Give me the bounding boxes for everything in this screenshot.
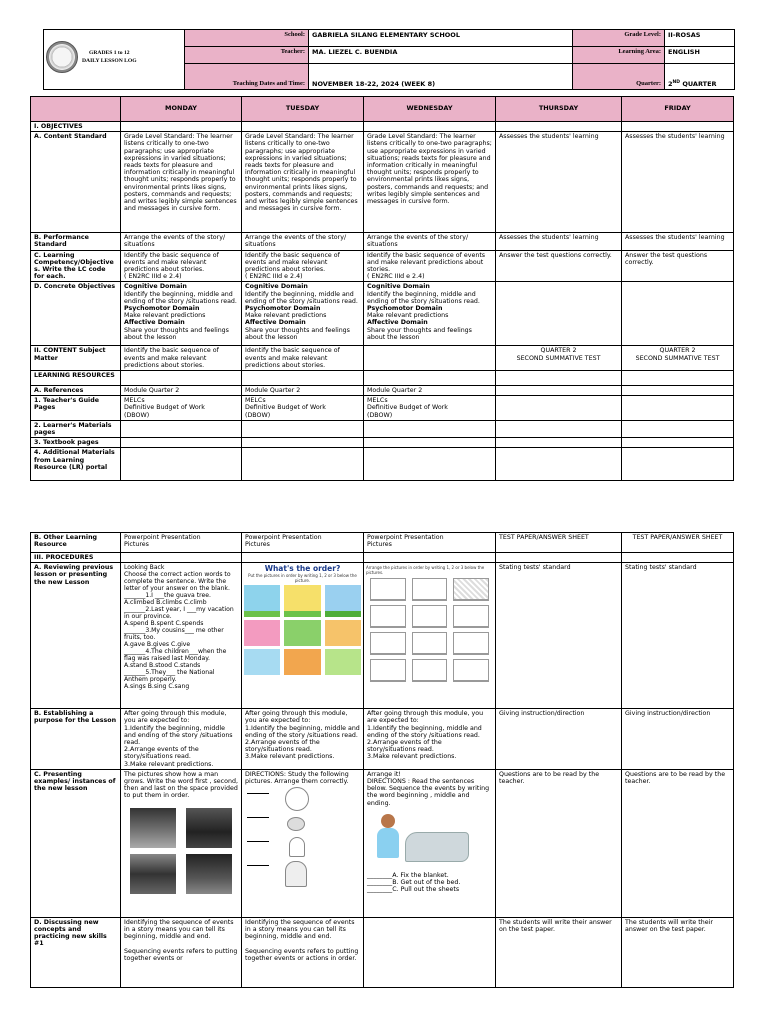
performance-standard-friday: Assesses the students' learning — [622, 233, 734, 250]
daily-lesson-log-label: DAILY LESSON LOG — [82, 58, 137, 64]
answer-blank — [247, 817, 269, 818]
purpose-monday: After going through this module, you are expected to: 1.Identify the beginning, middle and ending of the story /situations read. 2.Arrange events of the story/situations read. 3.Make relevant predictions. — [121, 709, 242, 770]
school-label: School: — [185, 30, 309, 47]
school-value: GABRIELA SILANG ELEMENTARY SCHOOL — [309, 30, 573, 47]
references-monday: Module Quarter 2 — [121, 386, 242, 396]
other-resources-tuesday: Powerpoint Presentation Pictures — [242, 533, 364, 553]
reviewing-thursday: Stating tests' standard — [496, 563, 622, 709]
picture-planting-2 — [284, 585, 320, 617]
content-standard-tuesday: Grade Level Standard: The learner listens critically to one-two paragraphs; use appropriate expressions in varied situations; reads texts for pleasure and information critically in meaningful thought units; responds properly to environmental prints likes signs, posters, commands and requests; and writes legibly simple sentences and messages in cursive form. — [242, 132, 364, 233]
day-wednesday: WEDNESDAY — [364, 97, 496, 122]
answer-blank — [247, 865, 269, 866]
picture-eating-1 — [244, 620, 280, 646]
sequence-picture-grid — [244, 585, 361, 675]
whats-the-order-instructions: Put the pictures in order by writing 1, 2 or 3 below the picture. — [248, 573, 357, 584]
presenting-thursday: Questions are to be read by the teacher. — [496, 769, 622, 917]
presenting-tuesday-text: DIRECTIONS: Study the following pictures. Arrange them correctly. — [245, 770, 349, 786]
learning-resources-label: LEARNING RESOURCES — [31, 371, 121, 386]
girl-dress — [377, 828, 399, 858]
content-label: II. CONTENT Subject Matter — [31, 346, 121, 371]
teachers-guide-wednesday: MELCs Definitive Budget of Work (DBOW) — [364, 396, 496, 421]
teaching-dates-value: NOVEMBER 18-22, 2024 (WEEK 8) — [309, 64, 573, 90]
learning-area-label: Learning Area: — [573, 47, 665, 64]
worksheet-picture — [453, 659, 489, 682]
references-label: A. References — [31, 386, 121, 396]
photo-old-man — [186, 854, 232, 894]
presenting-tuesday — [242, 769, 364, 917]
references-wednesday: Module Quarter 2 — [364, 386, 496, 396]
performance-standard-thursday: Assesses the students' learning — [496, 233, 622, 250]
reviewing-wednesday — [364, 563, 496, 709]
photo-teen — [186, 808, 232, 848]
picture-kids-3 — [325, 649, 361, 675]
plant-tree-picture — [285, 861, 307, 887]
sentence-a: ________A. Fix the blanket. — [367, 871, 449, 879]
concrete-objectives-label: D. Concrete Objectives — [31, 282, 121, 346]
worksheet-instructions: Arrange the pictures in order by writing 1, 2 or 3 below the pictures. — [366, 565, 485, 576]
concrete-objectives-tuesday: Cognitive Domain Identify the beginning, middle and ending of the story /situations read. Psychomotor Domain Make relevant predictions Affective Domain Share your thoughts and feelings about the lesson — [242, 282, 364, 346]
discussing-monday: Identifying the sequence of events in a story means you can tell its beginning, middle and end. Sequencing events refers to putting together events or — [121, 917, 242, 987]
competency-friday: Answer the test questions correctly. — [622, 250, 734, 282]
teachers-guide-monday: MELCs Definitive Budget of Work (DBOW) — [121, 396, 242, 421]
teachers-guide-tuesday: MELCs Definitive Budget of Work (DBOW) — [242, 396, 364, 421]
presenting-monday-text: The pictures show how a man grows. Write the word first , second, then and last on the space provided to put them in order. — [124, 770, 238, 800]
photo-child — [130, 808, 176, 848]
worksheet-picture — [370, 632, 406, 655]
day-thursday: THURSDAY — [496, 97, 622, 122]
content-thursday: QUARTER 2 SECOND SUMMATIVE TEST — [496, 346, 622, 371]
worksheet-picture — [412, 605, 448, 628]
quarter-value: 2ND QUARTER — [665, 64, 735, 90]
reviewing-label: A. Reviewing previous lesson or presenting the new Lesson — [31, 563, 121, 709]
other-resources-label: B. Other Learning Resource — [31, 533, 121, 553]
quarter-label: Quarter: — [573, 64, 665, 90]
deped-seal-icon — [46, 41, 78, 73]
performance-standard-tuesday: Arrange the events of the story/ situations — [242, 233, 364, 250]
plant-flower-picture — [285, 787, 309, 811]
discussing-thursday: The students will write their answer on the test paper. — [496, 917, 622, 987]
presenting-wednesday-text: Arrange it! DIRECTIONS : Read the sentences below. Sequence the events by writing the word beginning , middle and ending. — [367, 770, 490, 807]
worksheet-picture — [453, 605, 489, 628]
picture-planting-1 — [244, 585, 280, 617]
sentence-b: ________B. Get out of the bed. — [367, 879, 461, 887]
picture-kids-2 — [284, 649, 320, 675]
competency-wednesday: Identify the basic sequence of events and make relevant predictions about stories. ( EN2RC IIId e 2.4) — [364, 250, 496, 282]
presenting-label: C. Presenting examples/ instances of the new lesson — [31, 769, 121, 917]
content-standard-monday: Grade Level Standard: The learner listens critically to one-two paragraphs; use appropriate expressions in varied situations; reads texts for pleasure and information critically in meaningful thought units; responds properly to environmental prints likes signs, posters, commands and requests; and writes legibly simple sentences and messages in cursive form. — [121, 132, 242, 233]
picture-eating-2 — [284, 620, 320, 646]
additional-materials-label: 4. Additional Materials from Learning Resource (LR) portal — [31, 448, 121, 481]
grade-level-value: II-ROSAS — [665, 30, 735, 47]
discussing-label: D. Discussing new concepts and practicing new skills #1 — [31, 917, 121, 987]
content-standard-wednesday: Grade Level Standard: The learner listens critically to one-two paragraphs; use appropriate expressions in varied situations; reads texts for pleasure and information critically in meaningful thought units; responds properly to environmental prints likes signs, posters, commands and requests; and writes legibly simple sentences and messages in cursive form. — [364, 132, 496, 233]
teacher-value: MA. LIEZEL C. BUENDIA — [309, 47, 573, 64]
other-resources-thursday: TEST PAPER/ANSWER SHEET — [496, 533, 622, 553]
girl-making-bed-picture — [367, 810, 492, 870]
presenting-wednesday — [364, 769, 496, 917]
worksheet-picture — [370, 578, 406, 601]
picture-kids-1 — [244, 649, 280, 675]
lesson-table-page1 — [30, 96, 734, 481]
procedures-heading: III. PROCEDURES — [31, 553, 121, 563]
bed-blanket — [405, 832, 469, 862]
other-resources-friday: TEST PAPER/ANSWER SHEET — [622, 533, 734, 553]
grade-level-label: Grade Level: — [573, 30, 665, 47]
other-resources-wednesday: Powerpoint Presentation Pictures — [364, 533, 496, 553]
day-monday: MONDAY — [121, 97, 242, 122]
sentence-c: ________C. Pull out the sheets — [367, 886, 460, 894]
objectives-heading: I. OBJECTIVES — [31, 122, 121, 132]
worksheet-picture — [412, 632, 448, 655]
teacher-label: Teacher: — [185, 47, 309, 64]
references-tuesday: Module Quarter 2 — [242, 386, 364, 396]
learners-materials-label: 2. Learner's Materials pages — [31, 420, 121, 437]
purpose-tuesday: After going through this module, you are expected to: 1.Identify the beginning, middle and ending of the story /situations read. 2.Arrange events of the story/situations read. 3.Make relevant predictions. — [242, 709, 364, 770]
whats-the-order-title: What's the order? — [264, 564, 341, 574]
day-tuesday: TUESDAY — [242, 97, 364, 122]
reviewing-tuesday — [242, 563, 364, 709]
logo-cell — [44, 30, 185, 90]
content-monday: Identify the basic sequence of events and make relevant predictions about stories. — [121, 346, 242, 371]
performance-standard-label: B. Performance Standard — [31, 233, 121, 250]
performance-standard-monday: Arrange the events of the story/ situations — [121, 233, 242, 250]
competency-thursday: Answer the test questions correctly. — [496, 250, 622, 282]
performance-standard-wednesday: Arrange the events of the story/ situations — [364, 233, 496, 250]
photo-adult — [130, 854, 176, 894]
man-growth-photos — [130, 808, 232, 894]
content-friday: QUARTER 2 SECOND SUMMATIVE TEST — [622, 346, 734, 371]
content-standard-thursday: Assesses the students' learning — [496, 132, 622, 233]
picture-eating-3 — [325, 620, 361, 646]
discussing-friday: The students will write their answer on the test paper. — [622, 917, 734, 987]
purpose-friday: Giving instruction/direction — [622, 709, 734, 770]
teaching-dates-label: Teaching Dates and Time: — [185, 64, 309, 90]
grades-label: GRADES 1 to 12 — [89, 50, 130, 56]
competency-monday: Identify the basic sequence of events and make relevant predictions about stories. ( EN2RC IIId e 2.4) — [121, 250, 242, 282]
presenting-friday: Questions are to be read by the teacher. — [622, 769, 734, 917]
learning-area-value: ENGLISH — [665, 47, 735, 64]
worksheet-picture — [370, 605, 406, 628]
concrete-objectives-monday: Cognitive Domain Identify the beginning, middle and ending of the story /situations read. Psychomotor Domain Make relevant predictions Affective Domain Share your thoughts and feelings about the lesson — [121, 282, 242, 346]
worksheet-picture — [453, 578, 489, 601]
header-table — [43, 29, 735, 90]
worksheet-picture-grid — [370, 578, 489, 682]
discussing-tuesday: Identifying the sequence of events in a story means you can tell its beginning, middle and end. Sequencing events refers to putting together events or actions in order. — [242, 917, 364, 987]
purpose-label: B. Establishing a purpose for the Lesson — [31, 709, 121, 770]
concrete-objectives-wednesday: Cognitive Domain Identify the beginning, middle and ending of the story /situations read. Psychomotor Domain Make relevant predictions Affective Domain Share your thoughts and feelings about the lesson — [364, 282, 496, 346]
worksheet-picture — [412, 659, 448, 682]
competency-tuesday: Identify the basic sequence of events and make relevant predictions about stories. ( EN2RC IIId e 2.4) — [242, 250, 364, 282]
presenting-monday — [121, 769, 242, 917]
answer-blank — [247, 841, 269, 842]
other-resources-monday: Powerpoint Presentation Pictures — [121, 533, 242, 553]
purpose-wednesday: After going through this module, you are expected to: 1.Identify the beginning, middle and ending of the story /situations read. 2.Arrange events of the story/situations read. 3.Make relevant predictions. — [364, 709, 496, 770]
lesson-table-page2 — [30, 532, 734, 988]
worksheet-picture — [370, 659, 406, 682]
plant-sprout-picture — [289, 837, 305, 857]
day-friday: FRIDAY — [622, 97, 734, 122]
picture-planting-3 — [325, 585, 361, 617]
teachers-guide-label: 1. Teacher's Guide Pages — [31, 396, 121, 421]
content-tuesday: Identify the basic sequence of events and make relevant predictions about stories. — [242, 346, 364, 371]
girl-head — [381, 814, 395, 828]
competency-label: C. Learning Competency/Objectives. Write the LC code for each. — [31, 250, 121, 282]
purpose-thursday: Giving instruction/direction — [496, 709, 622, 770]
reviewing-friday: Stating tests' standard — [622, 563, 734, 709]
textbook-pages-label: 3. Textbook pages — [31, 438, 121, 448]
worksheet-picture — [412, 578, 448, 601]
corner-cell — [31, 97, 121, 122]
content-standard-friday: Assesses the students' learning — [622, 132, 734, 233]
worksheet-picture — [453, 632, 489, 655]
reviewing-monday: Looking Back Choose the correct action words to complete the sentence. Write the letter of your answer on the blank. _______1.I ___the guava tree. A.climbed B.climbs C.climb _______2.Last year, I ___my vacation in our province. A.spend B.spent C.spends _______3.My cousins___ me other fruits, too. A.gave B.gives C.give _______4.The children___when the flag was raised last Monday. A.stand B.stood C.stands _______5.They___ the National Anthem properly. A.sings B.sing C.sang — [121, 563, 242, 709]
plant-growth-sequence — [245, 787, 360, 897]
plant-seed-picture — [287, 817, 305, 831]
answer-blank — [247, 793, 269, 794]
content-standard-label: A. Content Standard — [31, 132, 121, 233]
